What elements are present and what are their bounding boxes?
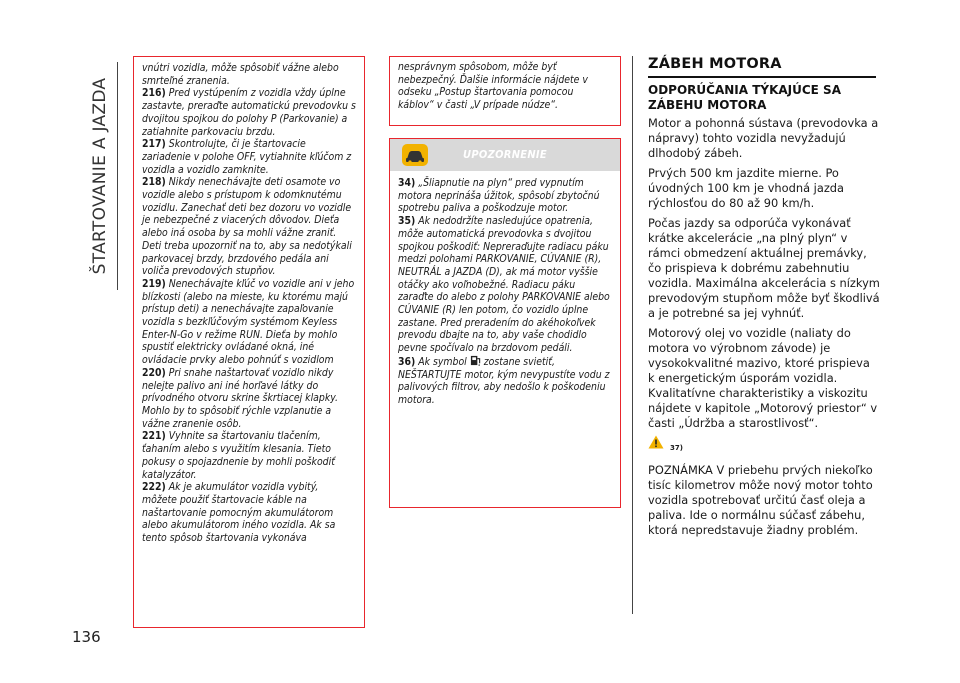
note-paragraph: POZNÁMKA V priebehu prvých niekoľko tisíc kilometrov môže nový motor tohto vozidla spotrebovať určitú časť oleja a paliva. Ide o normálnu súčasť zábehu, ktorá nepredstavuje žiadny problém.: [648, 463, 873, 537]
caution-reference: [648, 435, 880, 456]
paragraph: Motorový olej vo vozidle (naliaty do motora vo výrobnom závode) je vysokokvalitné mazivo, ktoré prispieva k energetickým úsporám vozidla. Kvalitatívne charakteristiky a viskozitu nájdete v kapitole „Motorový priestor“ v časti „Údržba a starostlivosť“.: [648, 326, 878, 430]
continuation-text: nesprávnym spôsobom, môže byť nebezpečný. Ďalšie informácie nájdete v odseku „Postup štartovania pomocou káblov“ v časti „V prípade núdze“.: [398, 61, 588, 112]
reference-number: 37): [670, 444, 683, 452]
list-item: 222) Ak je akumulátor vozidla vybitý, môžete použiť štartovacie káble na naštartovanie pomocným akumulátorom alebo akumulátorom iného vozidla. Ak sa tento spôsob štartovania vykonáva: [142, 481, 336, 545]
warning-list-box: [133, 56, 365, 628]
list-item: 34) „Šliapnutie na plyn“ pred vypnutím motora neprináša úžitok, spôsobí zbytočnú spotrebu paliva a poškodzuje motor.: [398, 177, 600, 215]
section-title: ZÁBEH MOTORA: [648, 56, 876, 78]
subsection-title: ODPORÚČANIA TÝKAJÚCE SA ZÁBEHU MOTORA: [648, 83, 841, 112]
list-item: 218) Nikdy nenechávajte deti osamote vo vozidle alebo s prístupom k odomknutému vozidlu. Zanechať deti bez dozoru vo vozidle je nebezpečné z viacerých dôvodov. Dieťa alebo iná osoba by sa mohli vážne zraniť. Deti treba upozorniť na to, aby sa nedotýkali parkovacej brzdy, brzdového pedála ani voliča prevodových stupňov.: [142, 176, 352, 278]
paragraph: Prvých 500 km jazdite mierne. Po úvodných 100 km je vhodná jazda rýchlosťou do 80 až 90 km/h.: [648, 166, 845, 210]
column-divider: [632, 56, 633, 614]
paragraph: Motor a pohonná sústava (prevodovka a nápravy) tohto vozidla nevyžadujú dlhodobý zábeh.: [648, 116, 879, 160]
list-item: 35) Ak nedodržíte nasledujúce opatrenia, môže automatická prevodovka s dvojitou spojkou poškodiť: Nepreraďujte radiacu páku medzi polohami PARKOVANIE, CÚVANIE (R), NEUTRÁL a JAZDA (D), ak má motor vyššie otáčky ako voľnobežné. Radiacu páku zaraďte do alebo z polohy PARKOVANIE alebo CÚVANIE (R) len potom, čo vozidlo úplne zastane. Pred preradením do akéhokoľvek prevodu dbajte na to, aby vaše chodidlo pevne spočívalo na brzdovom pedáli.: [398, 215, 610, 355]
list-item: vnútri vozidla, môže spôsobiť vážne alebo smrteľné zranenia.: [142, 62, 339, 87]
warning-continuation-box: [389, 56, 621, 126]
list-item: 221) Vyhnite sa štartovaniu tlačením, ťahaním alebo s využitím klesania. Tieto pokusy o spojazdnenie by mohli poškodiť katalyzátor.: [142, 430, 335, 481]
list-item: 220) Pri snahe naštartovať vozidlo nikdy nelejte palivo ani iné horľavé látky do prívodného otvoru skrine škrtiacej klapky. Mohlo by to spôsobiť rýchle vzplanutie a vážne zranenie osôb.: [142, 366, 338, 430]
caution-box: [389, 138, 621, 508]
caution-title: UPOZORNENIE: [463, 148, 547, 161]
side-divider: [117, 62, 118, 290]
list-item: 219) Nenechávajte kľúč vo vozidle ani v jeho blízkosti (alebo na mieste, ku ktorému majú prístup deti) a nenechávajte zapaľovanie vozidla s bezkľúčovým systémom Keyless Enter-N-Go v režime RUN. Dieťa by mohlo spustiť elektricky ovládané okná, iné ovládacie prvky alebo pohnúť s vozidlom: [142, 277, 355, 367]
side-chapter-title: ŠTARTOVANIE A JAZDA: [90, 77, 110, 275]
list-item: 216) Pred vystúpením z vozidla vždy úplne zastavte, preraďte automatickú prevodovku s dvojitou spojkou do polohy P (Parkovanie) a zatiahnite parkovaciu brzdu.: [142, 87, 356, 138]
paragraph: Počas jazdy sa odporúča vykonávať krátke akcelerácie „na plný plyn“ v rámci obmedzení aktuálnej premávky, čo prispieva k dobrému zabehnutiu vozidla. Maximálna akcelerácia s nízkym prevodovým stupňom môže byť škodlivá a je potrebné sa jej vyhnúť.: [648, 216, 880, 320]
list-item: 36) Ak symbol zostane svietiť, NEŠTARTUJTE motor, kým nevypustíte vodu z palivových filtrov, aby nedošlo k poškodeniu motora.: [398, 355, 610, 406]
caution-header: [390, 139, 620, 171]
list-item: 217) Skontrolujte, či je štartovacie zariadenie v polohe OFF, vytiahnite kľúčom z vozidla a vozidlo zamknite.: [142, 138, 352, 176]
warning-triangle-icon: [648, 435, 664, 449]
water-in-fuel-icon: [470, 355, 481, 366]
page-number: 136: [72, 628, 101, 646]
main-text: [648, 116, 880, 541]
